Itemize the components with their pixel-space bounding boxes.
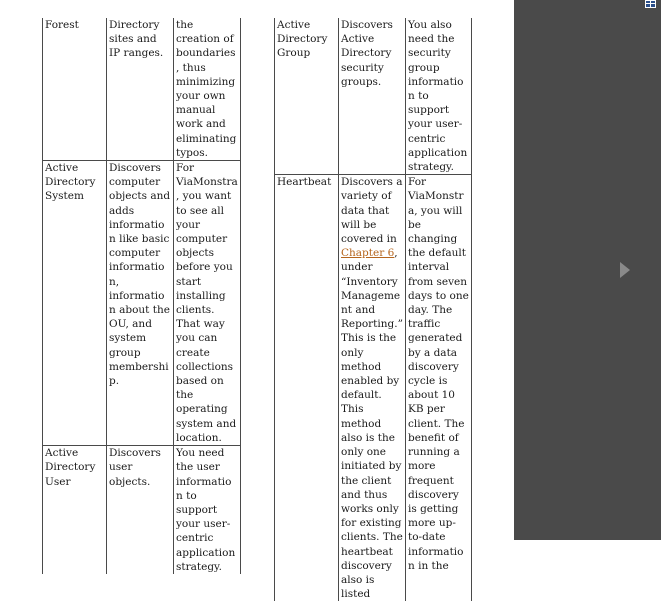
method-cell: Active Directory User	[43, 446, 107, 574]
description-cell: Discovers user objects.	[107, 446, 174, 574]
grid-menu-icon[interactable]	[645, 0, 656, 8]
table-row	[43, 446, 241, 574]
table-row	[275, 18, 472, 175]
description-text: Discovers a variety of data that will be covered in	[341, 176, 403, 246]
description-text: , under “Inventory Management and Reporting.” This is the only method enabled by default. This method also is the only one initiated by the client and thus works only for existing clients. The heartbeat discovery also is listed	[341, 247, 403, 601]
chevron-right-icon[interactable]	[620, 262, 630, 278]
table-row	[275, 175, 472, 601]
viewer-side-panel	[514, 0, 661, 540]
table-row	[43, 161, 241, 446]
description-cell: Directory sites and IP ranges.	[107, 18, 174, 161]
method-cell: Heartbeat	[275, 175, 339, 601]
notes-cell: the creation of boundaries, thus minimizing your own manual work and eliminating typos.	[174, 18, 241, 161]
method-cell: Forest	[43, 18, 107, 161]
method-cell: Active Directory Group	[275, 18, 339, 175]
table-row	[43, 18, 241, 161]
notes-cell: For ViaMonstra, you want to see all your computer objects before you start installing clients. That way you can create collections based on the operating system and location.	[174, 161, 241, 446]
description-cell	[339, 175, 406, 601]
chapter-6-link[interactable]: Chapter 6	[341, 247, 395, 260]
description-cell: Discovers computer objects and adds information like basic computer information, information about the OU, and system group membership.	[107, 161, 174, 446]
notes-cell: You need the user information to support your user-centric application strategy.	[174, 446, 241, 574]
notes-cell: For ViaMonstra, you will be changing the default interval from seven days to one day. The traffic generated by a data discovery cycle is about 10 KB per client. The benefit of running a more frequent discovery is getting more up-to-date information in the	[406, 175, 472, 601]
description-cell: Discovers Active Directory security groups.	[339, 18, 406, 175]
discovery-methods-table-left	[42, 18, 241, 574]
discovery-methods-table-right	[274, 18, 472, 601]
notes-cell: You also need the security group information to support your user-centric application strategy.	[406, 18, 472, 175]
method-cell: Active Directory System	[43, 161, 107, 446]
